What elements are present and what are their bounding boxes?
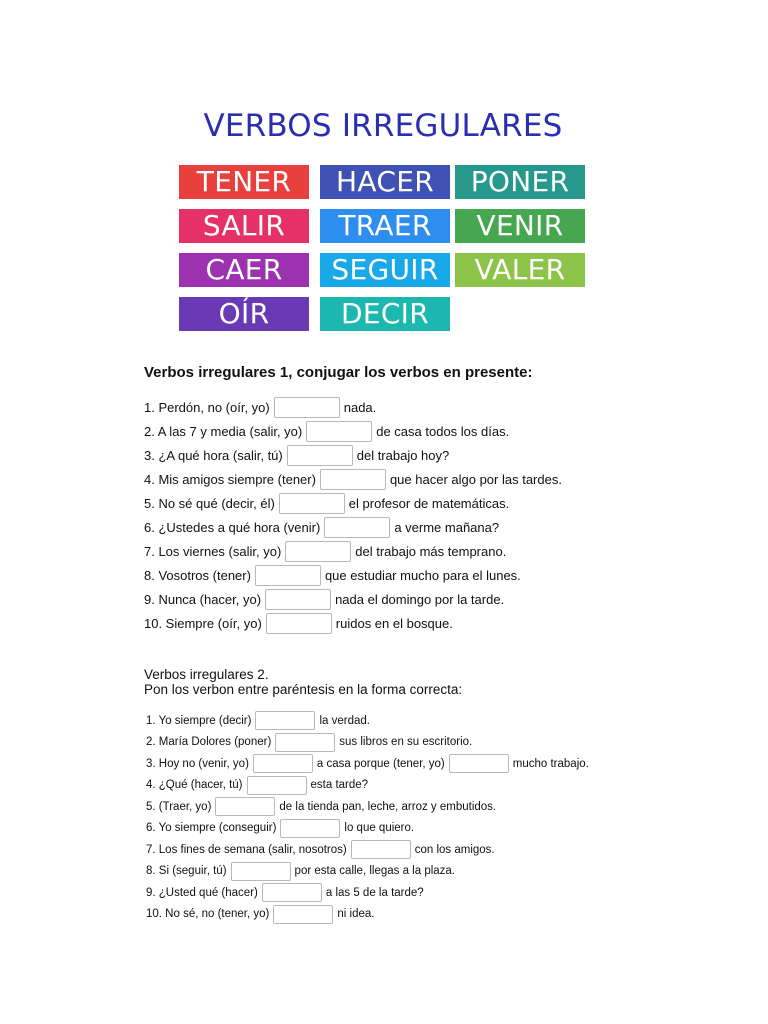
item-text: 7. Los fines de semana (salir, nosotros): [146, 843, 347, 856]
item-text: el profesor de matemáticas.: [348, 496, 510, 511]
verb-tile: SALIR: [179, 209, 309, 243]
exercise-item: [144, 397, 376, 418]
exercise-item: [146, 733, 472, 752]
poster-title: VERBOS IRREGULARES: [203, 108, 563, 144]
answer-blank[interactable]: [231, 862, 291, 881]
exercise-item: [146, 797, 496, 816]
answer-blank[interactable]: [287, 445, 353, 466]
answer-blank[interactable]: [255, 565, 321, 586]
verb-tile: CAER: [179, 253, 309, 287]
answer-blank[interactable]: [324, 517, 390, 538]
item-text: de casa todos los días.: [376, 424, 510, 439]
exercise-item: [144, 469, 562, 490]
item-text: la verdad.: [319, 714, 370, 727]
item-text: 10. No sé, no (tener, yo): [146, 908, 270, 920]
item-text: mucho trabajo.: [512, 757, 589, 770]
item-text: 8. Si (seguir, tú): [146, 865, 227, 877]
item-text: 5. No sé qué (decir, él): [144, 496, 275, 511]
item-text: a las 5 de la tarde?: [325, 886, 424, 899]
exercise-item: [144, 541, 506, 562]
item-text: 6. ¿Ustedes a qué hora (venir): [144, 520, 321, 535]
item-text: esta tarde?: [310, 779, 369, 791]
verb-tile: TRAER: [320, 209, 450, 243]
answer-blank[interactable]: [280, 819, 340, 838]
item-text: 4. ¿Qué (hacer, tú): [146, 779, 243, 791]
answer-blank[interactable]: [273, 905, 333, 924]
exercise-item: [146, 776, 368, 795]
answer-blank[interactable]: [255, 711, 315, 730]
verb-tile: VALER: [455, 253, 585, 287]
exercise-item: [144, 421, 509, 442]
item-text: ni idea.: [337, 908, 375, 920]
item-text: 2. A las 7 y media (salir, yo): [144, 424, 303, 439]
item-text: 1. Perdón, no (oír, yo): [144, 400, 270, 415]
item-text: 9. ¿Usted qué (hacer): [146, 886, 258, 899]
item-text: 7. Los viernes (salir, yo): [144, 544, 282, 559]
answer-blank[interactable]: [265, 589, 331, 610]
exercise-item: [146, 819, 414, 838]
item-text: por esta calle, llegas a la plaza.: [294, 865, 456, 877]
item-text: 1. Yo siempre (decir): [146, 714, 252, 727]
exercise1-heading: Verbos irregulares 1, conjugar los verbos en presente:: [144, 364, 533, 381]
exercise-item: [146, 840, 495, 859]
answer-blank[interactable]: [306, 421, 372, 442]
answer-blank[interactable]: [274, 397, 340, 418]
exercise-item: [144, 565, 521, 586]
answer-blank[interactable]: [247, 776, 307, 795]
item-text: 10. Siempre (oír, yo): [144, 616, 262, 631]
exercise-item: [144, 517, 499, 538]
item-text: lo que quiero.: [344, 822, 415, 834]
exercise-item: [144, 445, 449, 466]
answer-blank[interactable]: [275, 733, 335, 752]
answer-blank[interactable]: [449, 754, 509, 773]
answer-blank[interactable]: [253, 754, 313, 773]
answer-blank[interactable]: [320, 469, 386, 490]
answer-blank[interactable]: [279, 493, 345, 514]
exercise-item: [146, 711, 370, 730]
answer-blank[interactable]: [215, 797, 275, 816]
item-text: con los amigos.: [414, 843, 495, 856]
verb-tile: OÍR: [179, 297, 309, 331]
item-text: 3. Hoy no (venir, yo): [146, 757, 249, 770]
item-text: 3. ¿A qué hora (salir, tú): [144, 448, 283, 463]
exercise-item: [146, 883, 424, 902]
exercise-item: [144, 493, 509, 514]
answer-blank[interactable]: [351, 840, 411, 859]
exercise-item: [146, 862, 455, 881]
answer-blank[interactable]: [285, 541, 351, 562]
answer-blank[interactable]: [266, 613, 332, 634]
item-text: sus libros en su escritorio.: [339, 736, 473, 748]
verb-tile: PONER: [455, 165, 585, 199]
item-text: 2. María Dolores (poner): [146, 736, 272, 748]
verb-tile: SEGUIR: [320, 253, 450, 287]
item-text: 5. (Traer, yo): [146, 800, 212, 813]
item-text: nada.: [343, 400, 377, 415]
verb-tile: VENIR: [455, 209, 585, 243]
item-text: del trabajo más temprano.: [355, 544, 507, 559]
item-text: de la tienda pan, leche, arroz y embutidos.: [279, 800, 497, 813]
item-text: a casa porque (tener, yo): [316, 757, 445, 770]
exercise2-heading-line1: Verbos irregulares 2.: [144, 667, 269, 682]
verb-tile: TENER: [179, 165, 309, 199]
item-text: del trabajo hoy?: [356, 448, 450, 463]
item-text: 9. Nunca (hacer, yo): [144, 592, 262, 607]
exercise-item: [146, 905, 374, 924]
item-text: 4. Mis amigos siempre (tener): [144, 472, 316, 487]
item-text: que estudiar mucho para el lunes.: [324, 568, 521, 583]
exercise-item: [146, 754, 589, 773]
exercise2-heading-line2: Pon los verbon entre paréntesis en la forma correcta:: [144, 682, 463, 697]
item-text: que hacer algo por las tardes.: [389, 472, 562, 487]
item-text: a verme mañana?: [394, 520, 500, 535]
exercise-item: [144, 589, 504, 610]
item-text: 6. Yo siempre (conseguir): [146, 822, 277, 834]
verb-tile: DECIR: [320, 297, 450, 331]
verb-tile: HACER: [320, 165, 450, 199]
exercise-item: [144, 613, 453, 634]
item-text: 8. Vosotros (tener): [144, 568, 251, 583]
item-text: ruidos en el bosque.: [335, 616, 453, 631]
answer-blank[interactable]: [262, 883, 322, 902]
item-text: nada el domingo por la tarde.: [335, 592, 505, 607]
